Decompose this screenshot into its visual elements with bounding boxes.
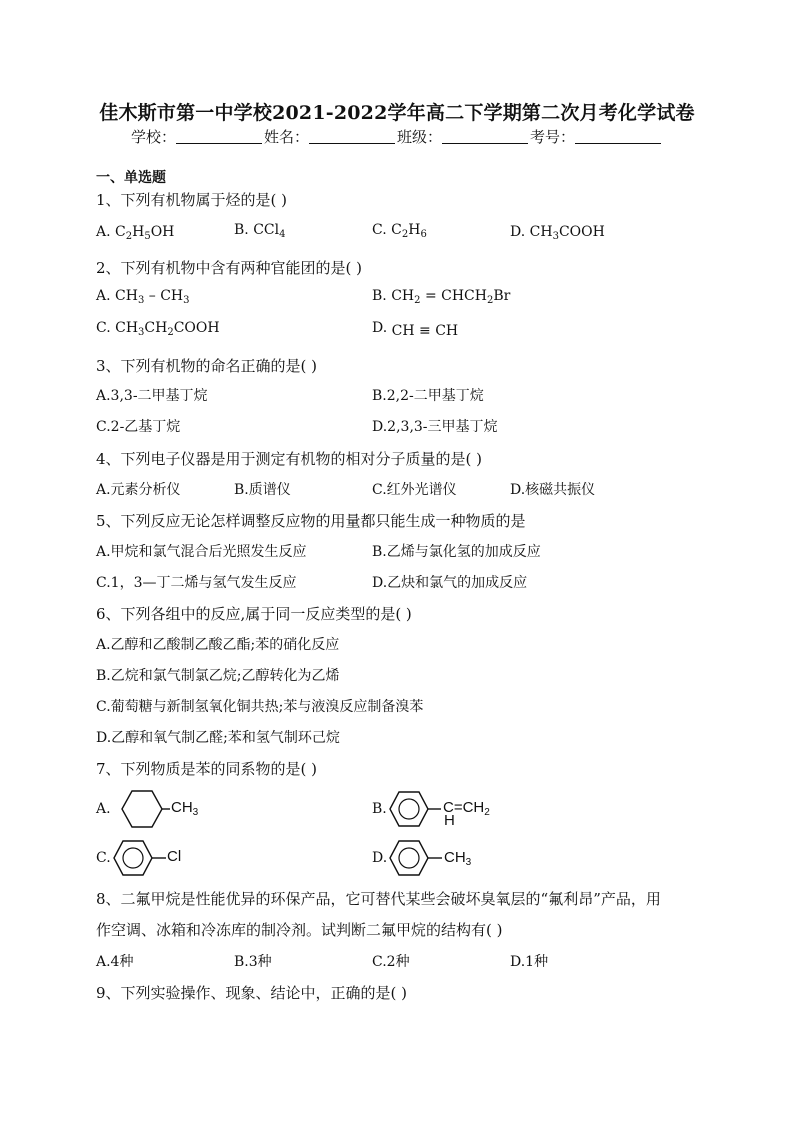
formula-sub: 2: [414, 295, 421, 306]
cyclohexane-ring-icon: [110, 786, 220, 832]
formula-sub: 2: [484, 807, 490, 818]
q1-option-a[interactable]: [96, 224, 174, 240]
formula-sub: 2: [167, 327, 174, 338]
formula-part: = CHCH: [420, 288, 487, 304]
q2-option-d[interactable]: [372, 320, 459, 339]
formula-part: C=CH: [443, 799, 485, 816]
option-label: B.: [372, 288, 387, 304]
q6-option-b[interactable]: B.乙烷和氯气制氯乙烷;乙醇转化为乙烯: [96, 668, 340, 684]
class-label: 班级：: [397, 128, 443, 146]
formula-part: H: [132, 224, 145, 240]
option-label: C.: [96, 320, 111, 336]
formula-sub: 3: [137, 295, 145, 306]
question-8-stem-line1: 8、二氟甲烷是性能优异的环保产品，它可替代某些会破坏臭氧层的“氟利昂”产品，用: [96, 890, 661, 908]
formula-sub: 4: [279, 229, 286, 240]
formula-part: COOH: [558, 224, 605, 240]
q7-option-d-label[interactable]: D.: [372, 850, 388, 866]
school-blank[interactable]: [176, 129, 262, 144]
student-info-line: [0, 126, 794, 147]
q4-option-c[interactable]: C.红外光谱仪: [372, 482, 457, 498]
option-label: C.: [372, 222, 387, 238]
q4-option-d[interactable]: D.核磁共振仪: [510, 482, 596, 498]
q7-option-c-label[interactable]: C.: [96, 850, 111, 866]
section-heading: 一、单选题: [96, 170, 166, 186]
q5-option-b[interactable]: B.乙烯与氯化氢的加成反应: [372, 544, 541, 560]
q8-option-a[interactable]: A.4种: [96, 954, 134, 970]
formula-part: CH: [144, 320, 168, 336]
formula-part: COOH: [173, 320, 220, 336]
q3-option-d[interactable]: D.2,3,3-三甲基丁烷: [372, 419, 498, 435]
formula-sub: 3: [138, 327, 145, 338]
q2-option-b[interactable]: [372, 288, 510, 304]
formula-part: CCl: [253, 222, 280, 238]
q8-option-c[interactable]: C.2种: [372, 954, 410, 970]
formula-part: C: [115, 224, 126, 240]
option-label: D.: [510, 224, 526, 240]
q8-option-d[interactable]: D.1种: [510, 954, 549, 970]
q3-option-b[interactable]: B.2,2-二甲基丁烷: [372, 388, 484, 404]
q3-option-a[interactable]: A.3,3-二甲基丁烷: [96, 388, 208, 404]
option-label: D.: [372, 320, 388, 336]
formula-part: C: [391, 222, 402, 238]
q7-option-a-methyl: [171, 799, 198, 816]
q6-option-c[interactable]: C.葡萄糖与新制氢氧化铜共热;苯与液溴反应制备溴苯: [96, 699, 424, 715]
q3-option-c[interactable]: C.2-乙基丁烷: [96, 419, 181, 435]
q7-option-a-structure[interactable]: [110, 786, 220, 832]
formula-part: CH: [444, 849, 466, 866]
formula-part: CH: [115, 288, 138, 304]
formula-sub: 2: [486, 295, 494, 306]
number-blank[interactable]: [575, 129, 661, 144]
school-label: 学校：: [130, 128, 176, 146]
formula-sub: 3: [552, 231, 559, 242]
q5-option-a[interactable]: A.甲烷和氯气混合后光照发生反应: [96, 544, 307, 560]
option-label: A.: [96, 288, 111, 304]
formula-sub: 5: [144, 231, 151, 242]
exam-title: 佳木斯市第一中学校2021-2022学年高二下学期第二次月考化学试卷: [99, 102, 695, 124]
formula-part: – CH: [144, 288, 184, 304]
q2-option-c[interactable]: [96, 320, 220, 336]
q8-option-b[interactable]: B.3种: [234, 954, 272, 970]
q1-option-c[interactable]: [372, 222, 427, 238]
question-8-stem-line2: 作空调、冰箱和冷冻库的制冷剂。试判断二氟甲烷的结构有( ): [96, 921, 503, 939]
formula-part: CH: [171, 799, 193, 816]
q4-option-a[interactable]: A.元素分析仪: [96, 482, 181, 498]
q2-option-a[interactable]: [96, 288, 190, 304]
q1-option-d[interactable]: [510, 224, 605, 240]
formula-part: CH ≡ CH: [391, 323, 459, 339]
q1-option-b[interactable]: [234, 222, 285, 238]
formula-sub: 3: [192, 807, 199, 818]
question-3-stem: 3、下列有机物的命名正确的是( ): [96, 357, 318, 375]
q5-option-c[interactable]: C.1，3—丁二烯与氢气发生反应: [96, 575, 297, 591]
question-9-stem: 9、下列实验操作、现象、结论中，正确的是( ): [96, 984, 408, 1002]
formula-sub: 2: [401, 229, 409, 240]
question-2-stem: 2、下列有机物中含有两种官能团的是( ): [96, 259, 363, 277]
name-blank[interactable]: [309, 129, 395, 144]
formula-part: OH: [150, 224, 175, 240]
formula-sub: 3: [465, 857, 472, 868]
question-1-stem: 1、下列有机物属于烃的是( ): [96, 191, 288, 209]
question-6-stem: 6、下列各组中的反应,属于同一反应类型的是( ): [96, 605, 412, 623]
q7-option-d-methyl: [444, 849, 471, 866]
question-7-stem: 7、下列物质是苯的同系物的是( ): [96, 760, 318, 778]
q7-option-a-label[interactable]: A.: [96, 801, 111, 817]
option-label: A.: [96, 224, 111, 240]
formula-part: H: [408, 222, 421, 238]
class-blank[interactable]: [442, 129, 528, 144]
q5-option-d[interactable]: D.乙炔和氯气的加成反应: [372, 575, 528, 591]
formula-sub: 6: [420, 229, 427, 240]
q7-option-b-label[interactable]: B.: [372, 801, 387, 817]
formula-sub: 2: [125, 231, 133, 242]
number-label: 考号：: [530, 128, 576, 146]
question-5-stem: 5、下列反应无论怎样调整反应物的用量都只能生成一种物质的是: [96, 512, 526, 530]
formula-part: CH: [391, 288, 415, 304]
formula-part: CH: [115, 320, 139, 336]
q6-option-a[interactable]: A.乙醇和乙酸制乙酸乙酯;苯的硝化反应: [96, 637, 340, 653]
name-label: 姓名：: [263, 128, 309, 146]
q7-option-b-hydrogen: H: [444, 812, 455, 829]
formula-sub: 3: [183, 295, 190, 306]
question-4-stem: 4、下列电子仪器是用于测定有机物的相对分子质量的是( ): [96, 450, 483, 468]
q7-option-c-chloro: Cl: [167, 848, 182, 865]
q4-option-b[interactable]: B.质谱仪: [234, 482, 291, 498]
formula-part: Br: [493, 288, 511, 304]
formula-part: CH: [529, 224, 553, 240]
option-label: B.: [234, 222, 249, 238]
q6-option-d[interactable]: D.乙醇和氧气制乙醛;苯和氢气制环己烷: [96, 730, 340, 746]
